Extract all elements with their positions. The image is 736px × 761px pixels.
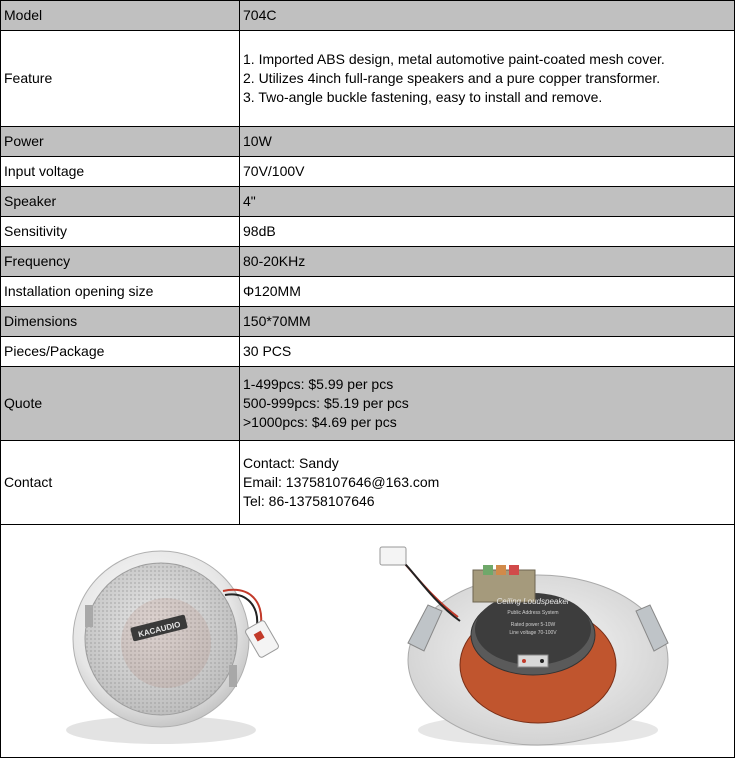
speaker-logo-text: KACAUDIO [137,619,182,640]
spec-row [1,127,735,157]
spec-row [1,277,735,307]
spec-row [1,441,735,525]
spec-value [240,247,735,277]
spec-row [1,187,735,217]
spec-label: Speaker [1,187,240,217]
spec-value-line: 150*70MM [243,313,311,329]
spec-label: Model [1,1,240,31]
spec-value [240,441,735,525]
back-label-line2: Line voltage 70-100V [509,630,557,636]
spec-value [240,1,735,31]
spec-value [240,187,735,217]
spec-value-line: 2. Utilizes 4inch full-range speakers and a pure copper transformer. [243,70,661,86]
spec-value-line: 70V/100V [243,163,305,179]
spec-label: Pieces/Package [1,337,240,367]
speaker-back-image [368,525,735,757]
spec-value-line: >1000pcs: $4.69 per pcs [243,414,397,430]
back-label-line1: Rated power 5-10W [510,622,556,628]
spec-row [1,217,735,247]
spec-value [240,367,735,441]
spec-value [240,127,735,157]
product-images-row [1,525,735,758]
spec-value-line: 80-20KHz [243,253,306,269]
spec-value-line: 4" [243,193,256,209]
spec-label: Input voltage [1,157,240,187]
spec-value [240,277,735,307]
spec-value-line: 704C [243,7,277,23]
speaker-front-image [1,525,368,757]
spec-value-line: Φ120MM [243,283,301,299]
spec-row [1,31,735,127]
spec-value [240,217,735,247]
spec-value [240,157,735,187]
spec-value [240,307,735,337]
spec-label: Quote [1,367,240,441]
spec-row [1,307,735,337]
spec-row [1,247,735,277]
spec-label: Dimensions [1,307,240,337]
back-label-subtitle: Public Address System [507,610,559,616]
spec-label: Installation opening size [1,277,240,307]
spec-label: Sensitivity [1,217,240,247]
spec-value-line: 1. Imported ABS design, metal automotive paint-coated mesh cover. [243,51,665,67]
spec-row [1,1,735,31]
spec-value-line: 30 PCS [243,343,292,359]
spec-value [240,31,735,127]
spec-row [1,367,735,441]
spec-row [1,337,735,367]
spec-value-line: 98dB [243,223,276,239]
spec-label: Feature [1,31,240,127]
spec-row [1,157,735,187]
spec-value-line: 500-999pcs: $5.19 per pcs [243,395,409,411]
spec-value-line: 10W [243,133,272,149]
spec-label: Contact [1,441,240,525]
spec-value-line: Email: 13758107646@163.com [243,474,440,490]
spec-label: Frequency [1,247,240,277]
spec-value-line: 3. Two-angle buckle fastening, easy to install and remove. [243,89,603,105]
spec-label: Power [1,127,240,157]
spec-value-line: Tel: 86-13758107646 [243,493,375,509]
spec-value [240,337,735,367]
spec-table-body [1,1,735,525]
product-images-cell [1,525,735,758]
spec-value-line: Contact: Sandy [243,455,339,471]
back-label-title: Ceiling Loudspeaker [496,597,570,606]
spec-value-line: 1-499pcs: $5.99 per pcs [243,376,394,392]
